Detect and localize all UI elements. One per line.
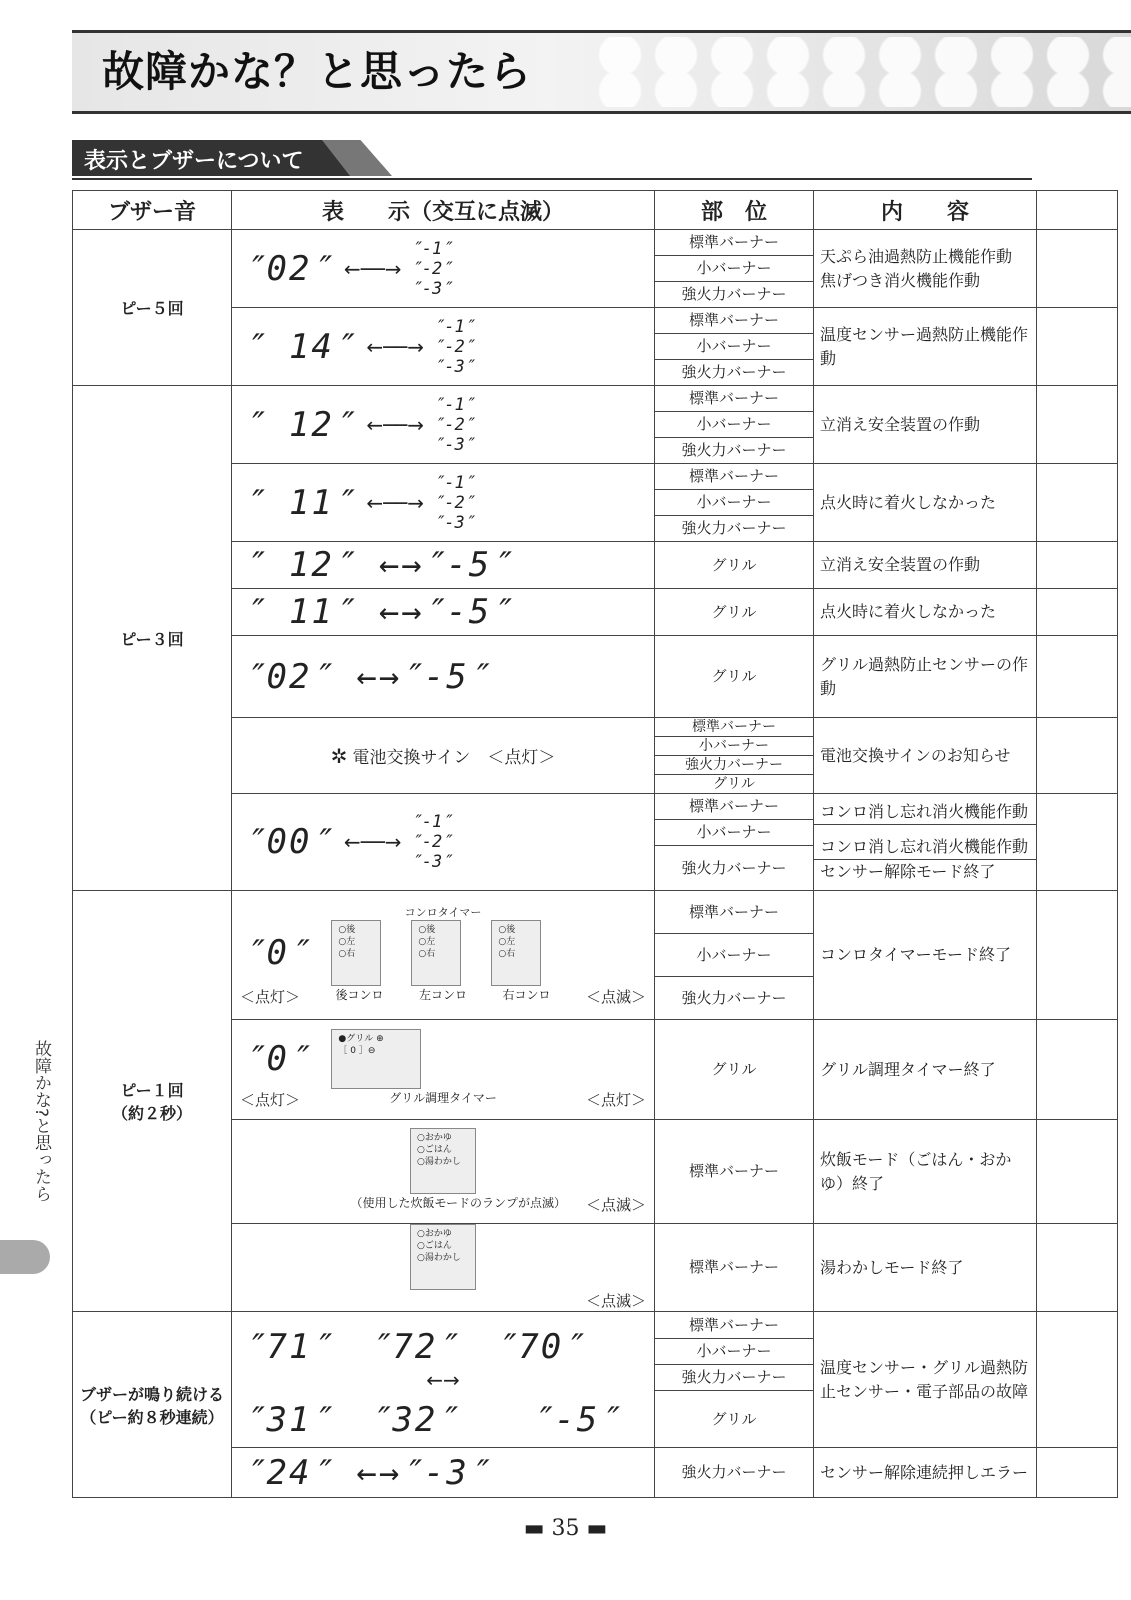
- section-heading: [72, 140, 392, 180]
- table-row: ″ 11″ ←→″-5″ グリル 点火時に着火しなかった: [73, 589, 1118, 636]
- table-row: ″24″ ←→″-3″ 強火力バーナー センサー解除連続押しエラー: [73, 1448, 1118, 1498]
- header-row: [73, 191, 1118, 230]
- table-row: ブザーが鳴り続ける （ピー約８秒連続） ″71″ ″72″ ″70″ ←→ ″31″ ″32″ ″-5″ 標準バーナー 小バーナー 強火力バーナー グリル 温度センサー・グリル過熱防止センサー・電子部品の故障: [73, 1312, 1118, 1448]
- title-band: [72, 30, 1131, 114]
- table-row: ″ 11″ ←──→ ″-1″ ″-2″ ″-3″ 標準バーナー 小バーナー 強火力バーナー 点火時に着火しなかった: [73, 464, 1118, 542]
- battery-icon: ✲: [330, 744, 348, 768]
- error-table: [72, 190, 1118, 1498]
- table-row: ″00″ ←──→ ″-1″ ″-2″ ″-3″ 標準バーナー 小バーナー 強火力バーナー コンロ消し忘れ消火機能作動 コンロ消し忘れ消火機能作動 センサー解除モード終了: [73, 794, 1118, 891]
- header-content: 内 容: [814, 191, 1037, 230]
- section-title: 表示とブザーについて: [84, 149, 304, 174]
- buzzer-cell: ピー５回: [73, 230, 232, 386]
- table-row: ピー１回 （約２秒） コンロタイマー ″0″ ○後 ○左 ○右 ○後 ○左 ○右 ○後 ○左 ○右 ＜点灯＞ 後コンロ 左コンロ 右コンロ ＜点滅＞ 標準バーナー 小バーナー 強火力バーナー コンロタイマーモード終了: [73, 891, 1118, 1020]
- table-row: ピー５回 ″02″ ←──→ ″-1″ ″-2″ ″-3″ 標準バーナー 小バーナー 強火力バーナー 天ぷら油過熱防止機能作動 焦げつき消火機能作動: [73, 230, 1118, 308]
- table-row: ○おかゆ ○ごはん ○湯わかし （使用した炊飯モードのランプが点滅） ＜点滅＞ 標準バーナー 炊飯モード（ごはん・おかゆ）終了: [73, 1120, 1118, 1224]
- table-row: ″02″ ←→″-5″ グリル グリル過熱防止センサーの作動: [73, 636, 1118, 718]
- content-cell: 天ぷら油過熱防止機能作動 焦げつき消火機能作動: [814, 230, 1037, 308]
- buzzer-cell: ピー１回 （約２秒）: [73, 891, 232, 1312]
- table-row: ″ 12″ ←→″-5″ グリル 立消え安全装置の作動: [73, 542, 1118, 589]
- header-part: 部 位: [655, 191, 814, 230]
- buzzer-cell: ピー３回: [73, 386, 232, 891]
- header-buzzer: ブザー音: [73, 191, 232, 230]
- table-row: ○おかゆ ○ごはん ○湯わかし ＜点滅＞ 標準バーナー 湯わかしモード終了: [73, 1224, 1118, 1312]
- page-number: ▬ 35 ▬: [523, 1516, 608, 1541]
- side-tab: [0, 1240, 50, 1274]
- table-row: ″ 14″ ←──→ ″-1″ ″-2″ ″-3″ 標準バーナー 小バーナー 強火力バーナー 温度センサー過熱防止機能作動: [73, 308, 1118, 386]
- table-row: ピー３回 ″ 12″ ←──→ ″-1″ ″-2″ ″-3″ 標準バーナー 小バーナー 強火力バーナー 立消え安全装置の作動: [73, 386, 1118, 464]
- table-row: ″0″ ●グリル ⊕ ［ 0 ］⊖ ＜点灯＞ グリル調理タイマー ＜点灯＞ グリル グリル調理タイマー終了: [73, 1020, 1118, 1120]
- header-display: 表 示（交互に点滅）: [232, 191, 655, 230]
- page-title: 故障かな？と思ったら: [102, 47, 533, 96]
- table-row: ✲ 電池交換サイン ＜点灯＞ 標準バーナー 小バーナー 強火力バーナー グリル 電池交換サインのお知らせ: [73, 718, 1118, 794]
- buzzer-cell: ブザーが鳴り続ける （ピー約８秒連続）: [73, 1312, 232, 1498]
- side-label: 故障かな?と思ったら: [31, 1040, 51, 1203]
